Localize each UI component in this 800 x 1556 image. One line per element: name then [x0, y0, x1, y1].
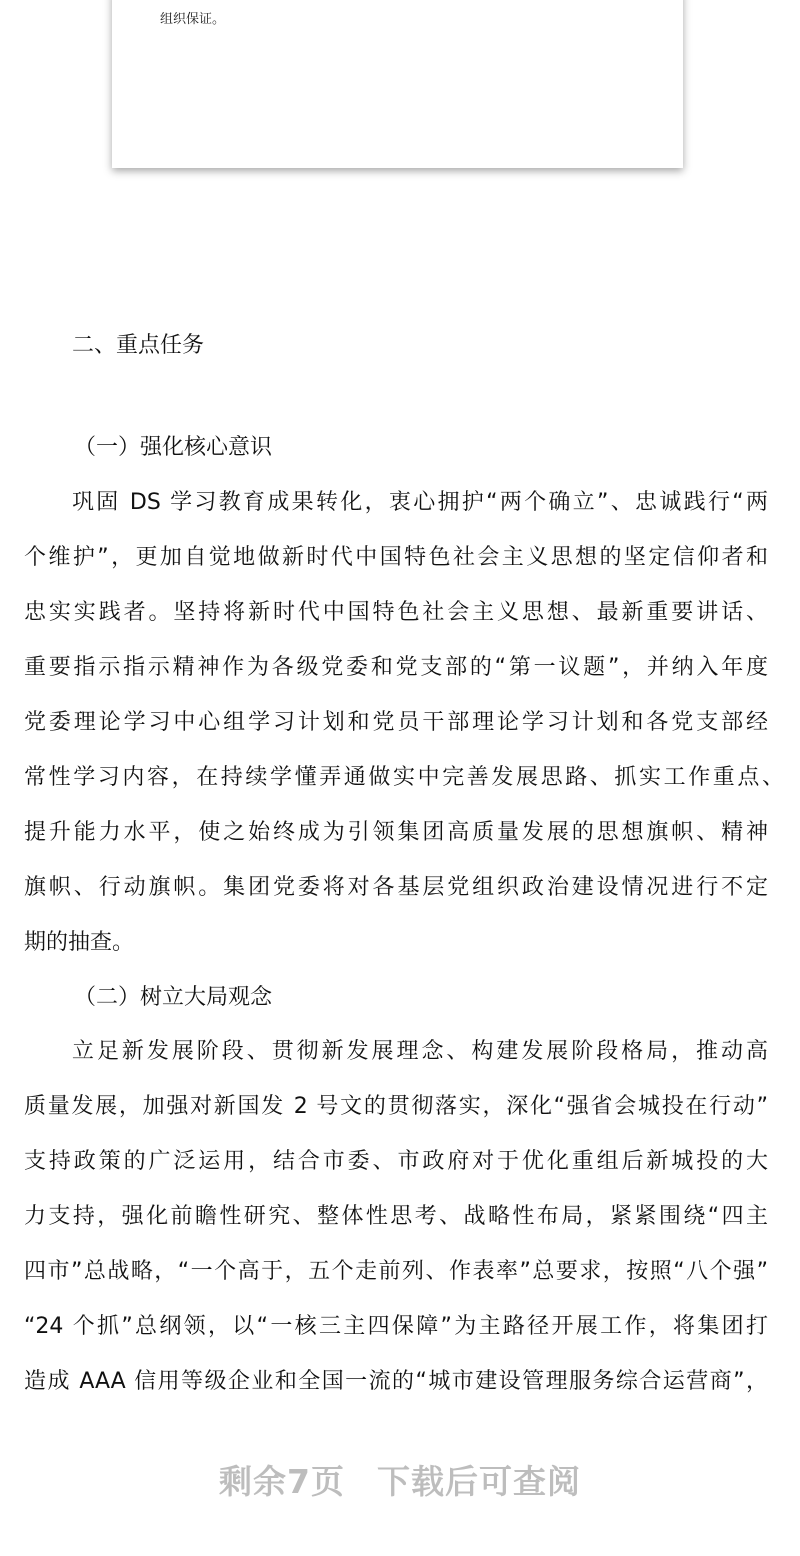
download-to-read-label[interactable]: 下载后可查阅: [376, 1462, 581, 1501]
text-line: 立足新发展阶段、贯彻新发展理念、构建发展阶段格局，推动高: [72, 1039, 768, 1064]
text-line: 党委理论学习中心组学习计划和党员干部理论学习计划和各党支部经: [24, 710, 768, 735]
text-line: 重要指示指示精神作为各级党委和党支部的“第一议题”，并纳入年度: [24, 655, 768, 680]
text-line: 个维护”，更加自觉地做新时代中国特色社会主义思想的坚定信仰者和: [24, 545, 768, 570]
text-line: “24 个抓”总纲领，以“一核三主四保障”为主路径开展工作，将集团打: [24, 1314, 768, 1339]
text-line: 巩固 DS 学习教育成果转化，衷心拥护“两个确立”、忠诚践行“两: [72, 490, 768, 515]
download-prompt[interactable]: [0, 1456, 800, 1503]
text-line: 造成 AAA 信用等级企业和全国一流的“城市建设管理服务综合运营商”，: [24, 1369, 768, 1394]
text-line: 旗帜、行动旗帜。集团党委将对各基层党组织政治建设情况进行不定: [24, 875, 768, 900]
subsection-title-1: （一）强化核心意识: [74, 435, 273, 460]
text-line: 支持政策的广泛运用，结合市委、市政府对于优化重组后新城投的大: [24, 1149, 768, 1174]
text-line: 期的抽查。: [24, 930, 135, 955]
remaining-pages-label[interactable]: 剩余7页: [219, 1462, 345, 1501]
previous-page-card: [112, 0, 683, 168]
subsection-title-2: （二）树立大局观念: [74, 985, 273, 1010]
text-line: 常性学习内容，在持续学懂弄通做实中完善发展思路、抓实工作重点、: [24, 765, 784, 790]
text-line: 四市”总战略，“一个高于，五个走前列、作表率”总要求，按照“八个强”: [24, 1259, 768, 1284]
text-line: 忠实实践者。坚持将新时代中国特色社会主义思想、最新重要讲话、: [24, 600, 768, 625]
text-line: 提升能力水平，使之始终成为引领集团高质量发展的思想旗帜、精神: [24, 820, 768, 845]
text-line: 力支持，强化前瞻性研究、整体性思考、战略性布局，紧紧围绕“四主: [24, 1204, 768, 1229]
text-line: 质量发展，加强对新国发 2 号文的贯彻落实，深化“强省会城投在行动”: [24, 1094, 768, 1119]
section-title: 二、重点任务: [72, 333, 205, 358]
previous-page-text: 组织保证。: [160, 12, 226, 27]
